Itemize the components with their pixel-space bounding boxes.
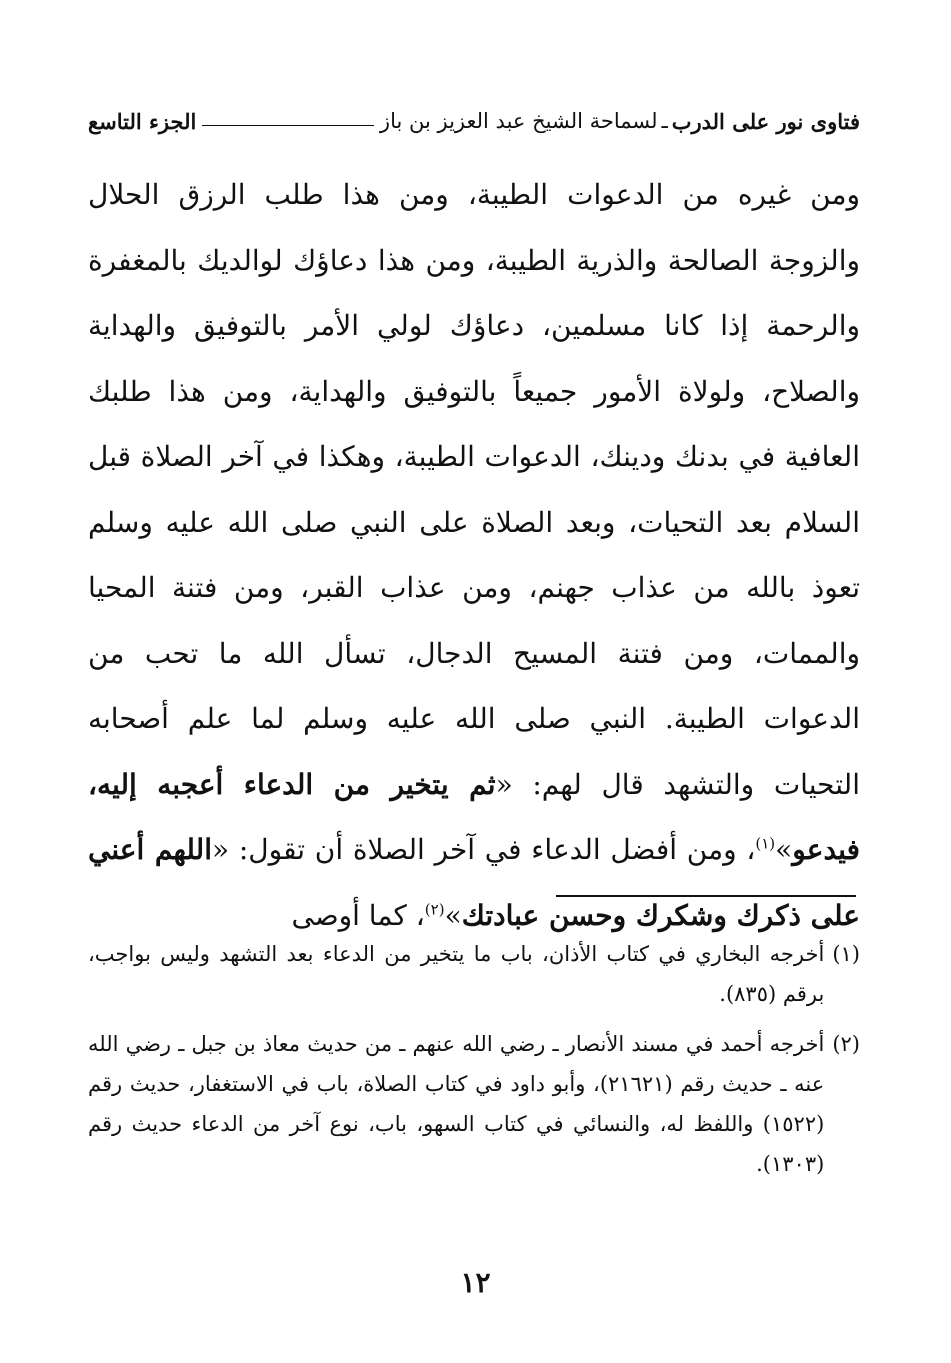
footnote [88, 934, 860, 1014]
quote-close: » [775, 833, 793, 866]
footnote-number: (١) [832, 942, 860, 966]
footnote-text: أخرجه البخاري في كتاب الأذان، باب ما يتخير من الدعاء بعد التشهد وليس بواجب، برقم (٨٣٥). [88, 942, 825, 1006]
author-name: لسماحة الشيخ عبد العزيز بن باز [379, 109, 658, 133]
text-run: ومن غيره من الدعوات الطيبة، ومن هذا طلب الرزق الحلال والزوجة الصالحة والذرية الطيبة، ومن هذا دعاؤك لوالديك بالمغفرة والرحمة إذا كانا مسلمين، دعاؤك لولي الأمر بالتوفيق والهداية والصلاح، ولولاة الأمور جميعاً بالتوفيق والهداية، ومن هذا طلبك العافية في بدنك ودينك، الدعوات الطيبة، وهكذا في آخر الصلاة قبل السلام بعد التحيات، وبعد الصلاة على النبي صلى الله عليه وسلم تعوذ بالله من عذاب جهنم، ومن عذاب القبر، ومن فتنة المحيا والممات، ومن فتنة المسيح الدجال، تسأل الله ما تحب من الدعوات الطيبة. النبي صلى الله عليه وسلم لما علم أصحابه التحيات والتشهد قال لهم: « [88, 178, 860, 801]
running-header [88, 104, 860, 138]
hadith-quote: اللهم أعني على ذكرك وشكرك وحسن عبادتك [88, 833, 860, 932]
footnote-ref: (٢) [424, 900, 445, 919]
footnote-separator [556, 895, 856, 897]
page-number: ١٢ [460, 1266, 491, 1299]
hadith-quote: ثم يتخير من الدعاء أعجبه إليه، فيدعو [88, 767, 860, 866]
text-run: ، ومن أفضل الدعاء في آخر الصلاة أن تقول: « [211, 833, 756, 866]
footnote-number: (٢) [832, 1032, 860, 1056]
body-text [88, 162, 860, 948]
header-separator: ـ [661, 109, 668, 133]
text-run: ، كما أوصى [291, 898, 425, 932]
volume-label: الجزء التاسع [88, 108, 197, 134]
footnote [88, 1024, 860, 1184]
paragraph [88, 162, 860, 948]
header-rule [202, 125, 374, 126]
footnotes [88, 934, 860, 1194]
book-title: فتاوى نور على الدرب [671, 108, 860, 134]
quote-close: » [444, 898, 462, 932]
footnote-text: أخرجه أحمد في مسند الأنصار ـ رضي الله عنهم ـ من حديث معاذ بن جبل ـ رضي الله عنه ـ حديث رقم (٢١٦٢١)، وأبو داود في كتاب الصلاة، باب في الاستغفار، حديث رقم (١٥٢٢) واللفظ له، والنسائي في كتاب السهو، باب، نوع آخر من الدعاء حديث رقم (١٣٠٣). [88, 1032, 825, 1176]
footnote-ref: (١) [755, 834, 776, 853]
